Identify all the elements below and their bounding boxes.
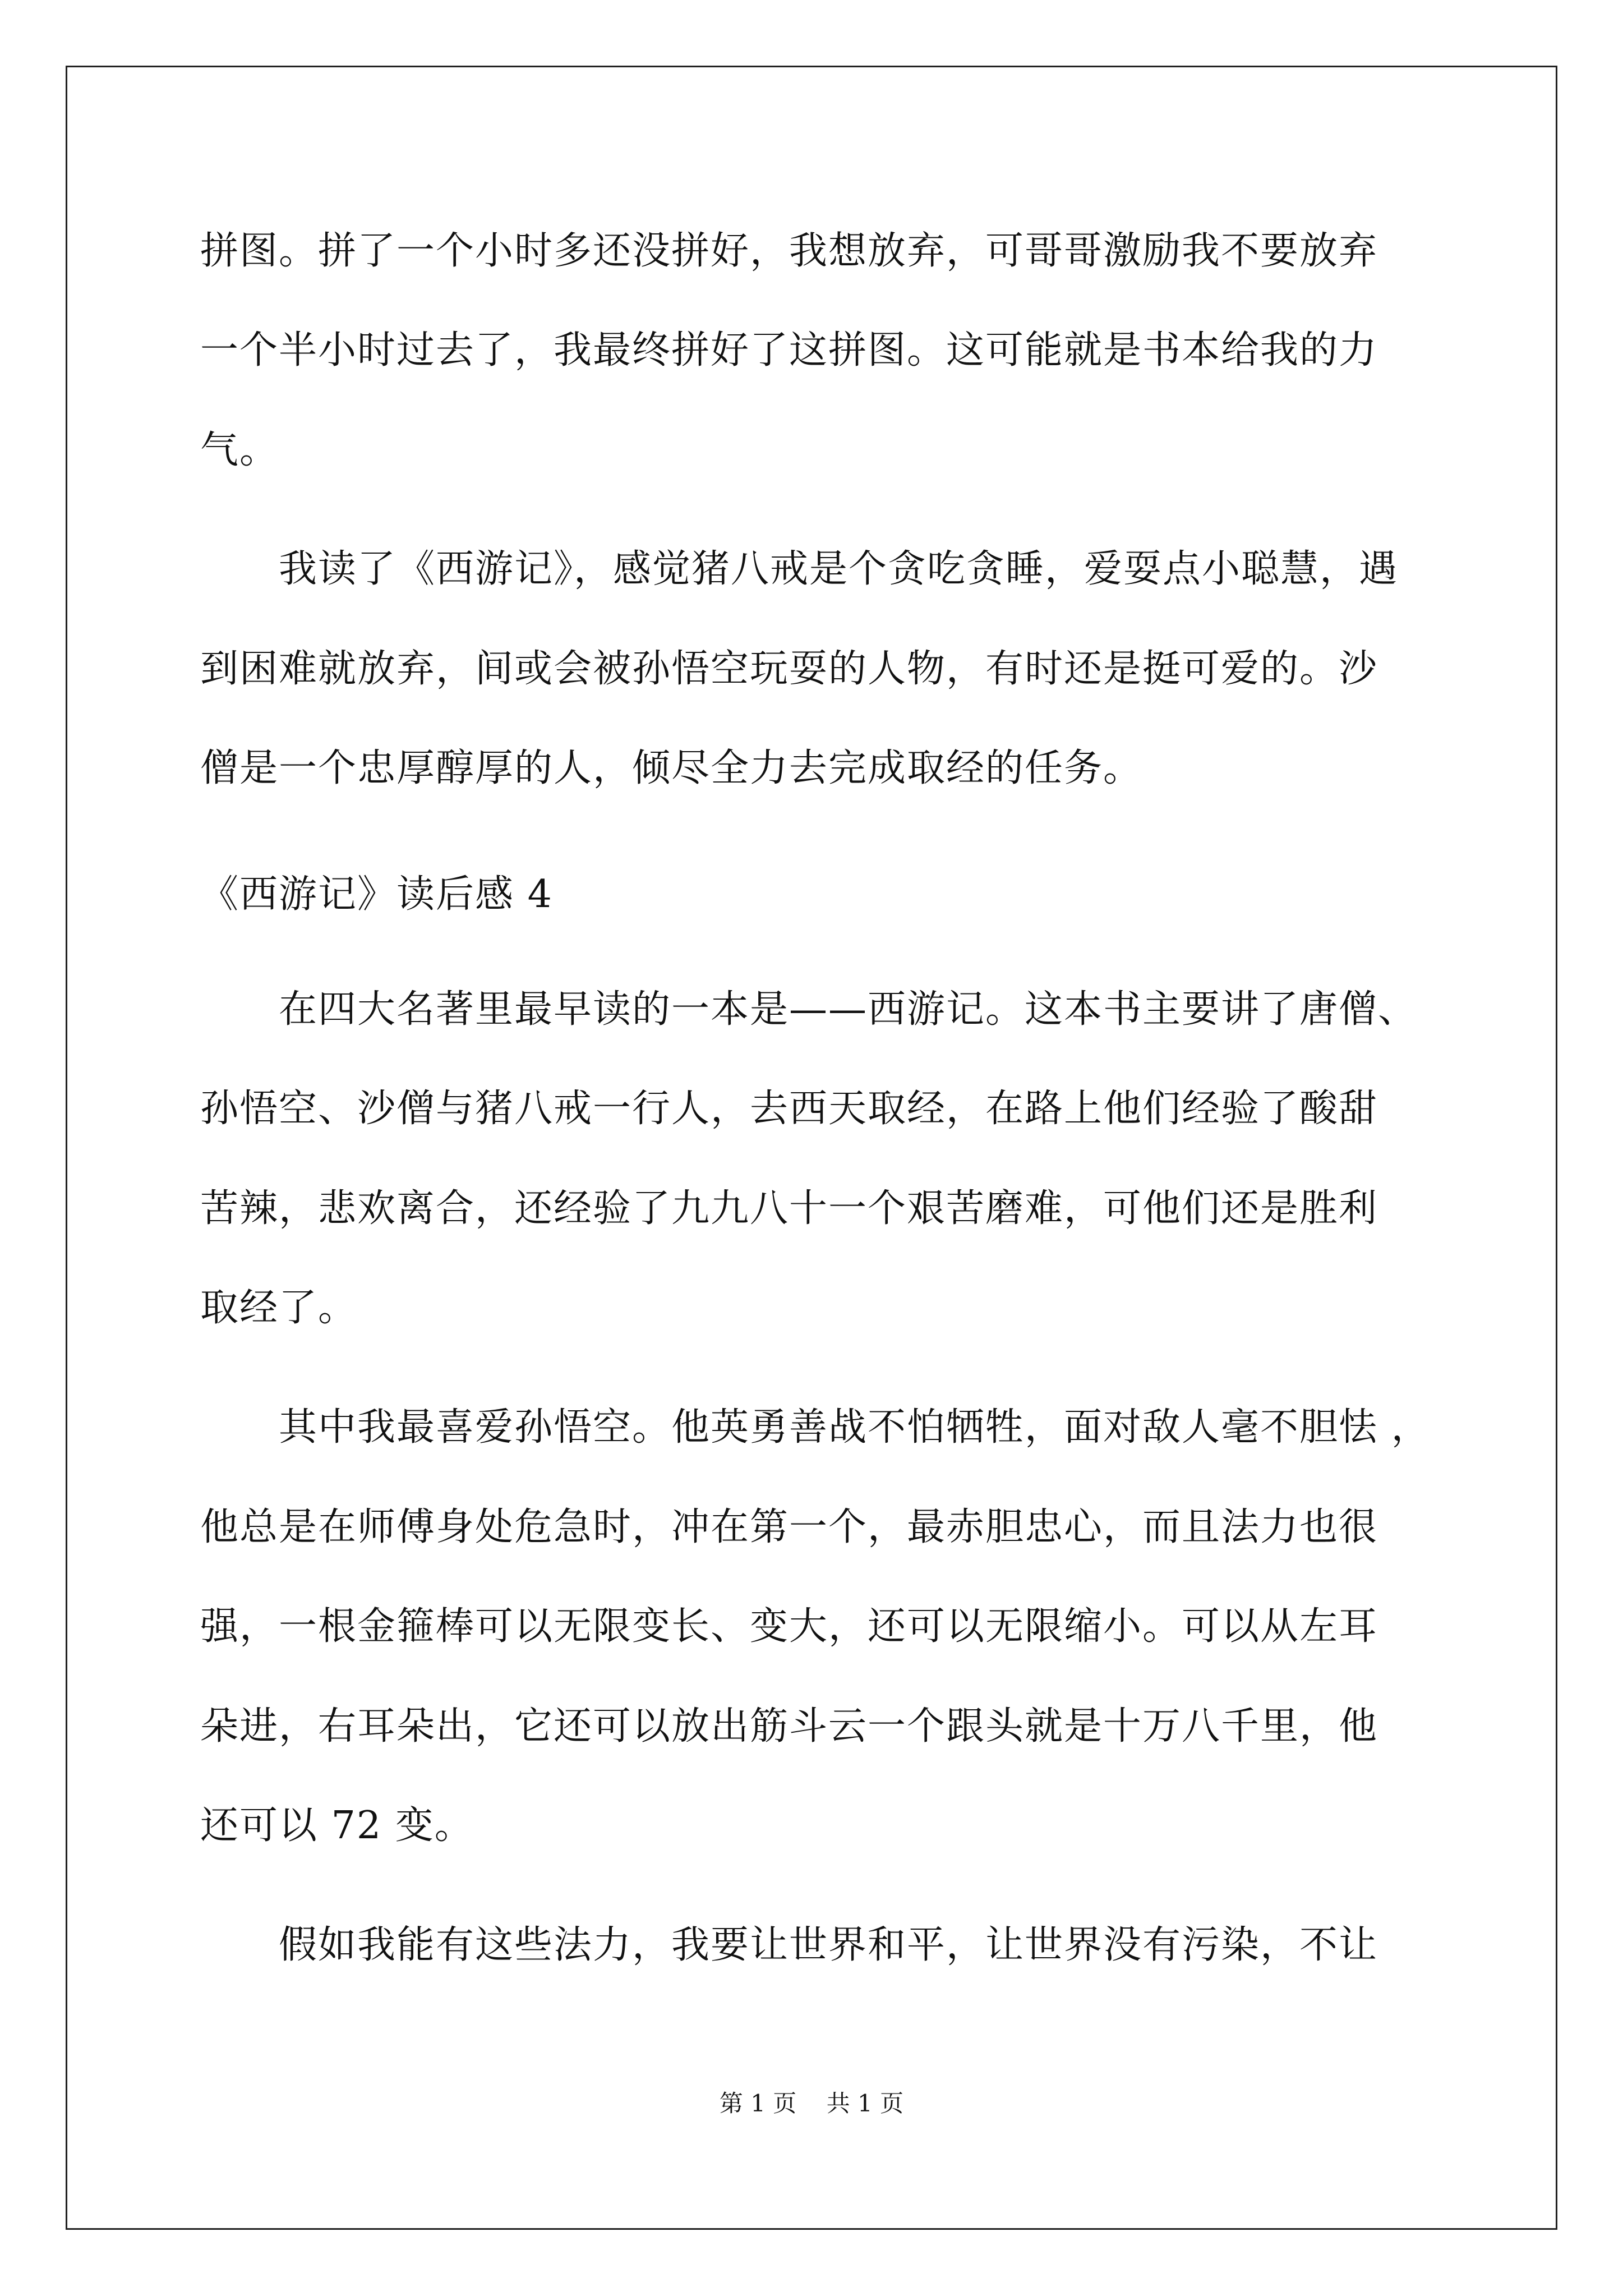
text-line: 僧是一个忠厚醇厚的人，倾尽全力去完成取经的任务。 [200,746,1143,790]
text-line: 拼图。拼了一个小时多还没拼好，我想放弃，可哥哥激励我不要放弃 [200,229,1378,273]
text-line: 朵进，右耳朵出，它还可以放出筋斗云一个跟头就是十万八千里，他 [200,1704,1378,1749]
text-line: 气。 [200,428,279,472]
paragraph-start-line: 假如我能有这些法力，我要让世界和平，让世界没有污染，不让 [279,1923,1378,1967]
paragraph-start-line: 其中我最喜爱孙悟空。他英勇善战不怕牺牲，面对敌人毫不胆怯 ， [279,1405,1431,1450]
text-line: 取经了。 [200,1286,358,1330]
text-line: 孙悟空、沙僧与猪八戒一行人，去西天取经，在路上他们经验了酸甜 [200,1087,1378,1131]
paragraph-start-line: 我读了《西游记》，感觉猪八戒是个贪吃贪睡，爱耍点小聪慧，遇 [279,547,1399,591]
text-line: 他总是在师傅身处危急时，冲在第一个，最赤胆忠心，而且法力也很 [200,1505,1378,1549]
page-number-footer: 第 1 页 共 1 页 [719,2090,904,2117]
text-line: 强，一根金箍棒可以无限变长、变大，还可以无限缩小。可以从左耳 [200,1604,1378,1649]
text-line: 一个半小时过去了，我最终拼好了这拼图。这可能就是书本给我的力 [200,328,1378,372]
text-line: 苦辣，悲欢离合，还经验了九九八十一个艰苦磨难，可他们还是胜利 [200,1186,1378,1231]
text-line: 还可以 72 变。 [200,1803,474,1848]
section-heading: 《西游记》读后感 4 [200,872,553,917]
page-border [66,66,1557,2230]
paragraph-start-line: 在四大名著里最早读的一本是——西游记。这本书主要讲了唐僧、 [279,987,1418,1032]
text-line: 到困难就放弃，间或会被孙悟空玩耍的人物，有时还是挺可爱的。沙 [200,647,1378,691]
